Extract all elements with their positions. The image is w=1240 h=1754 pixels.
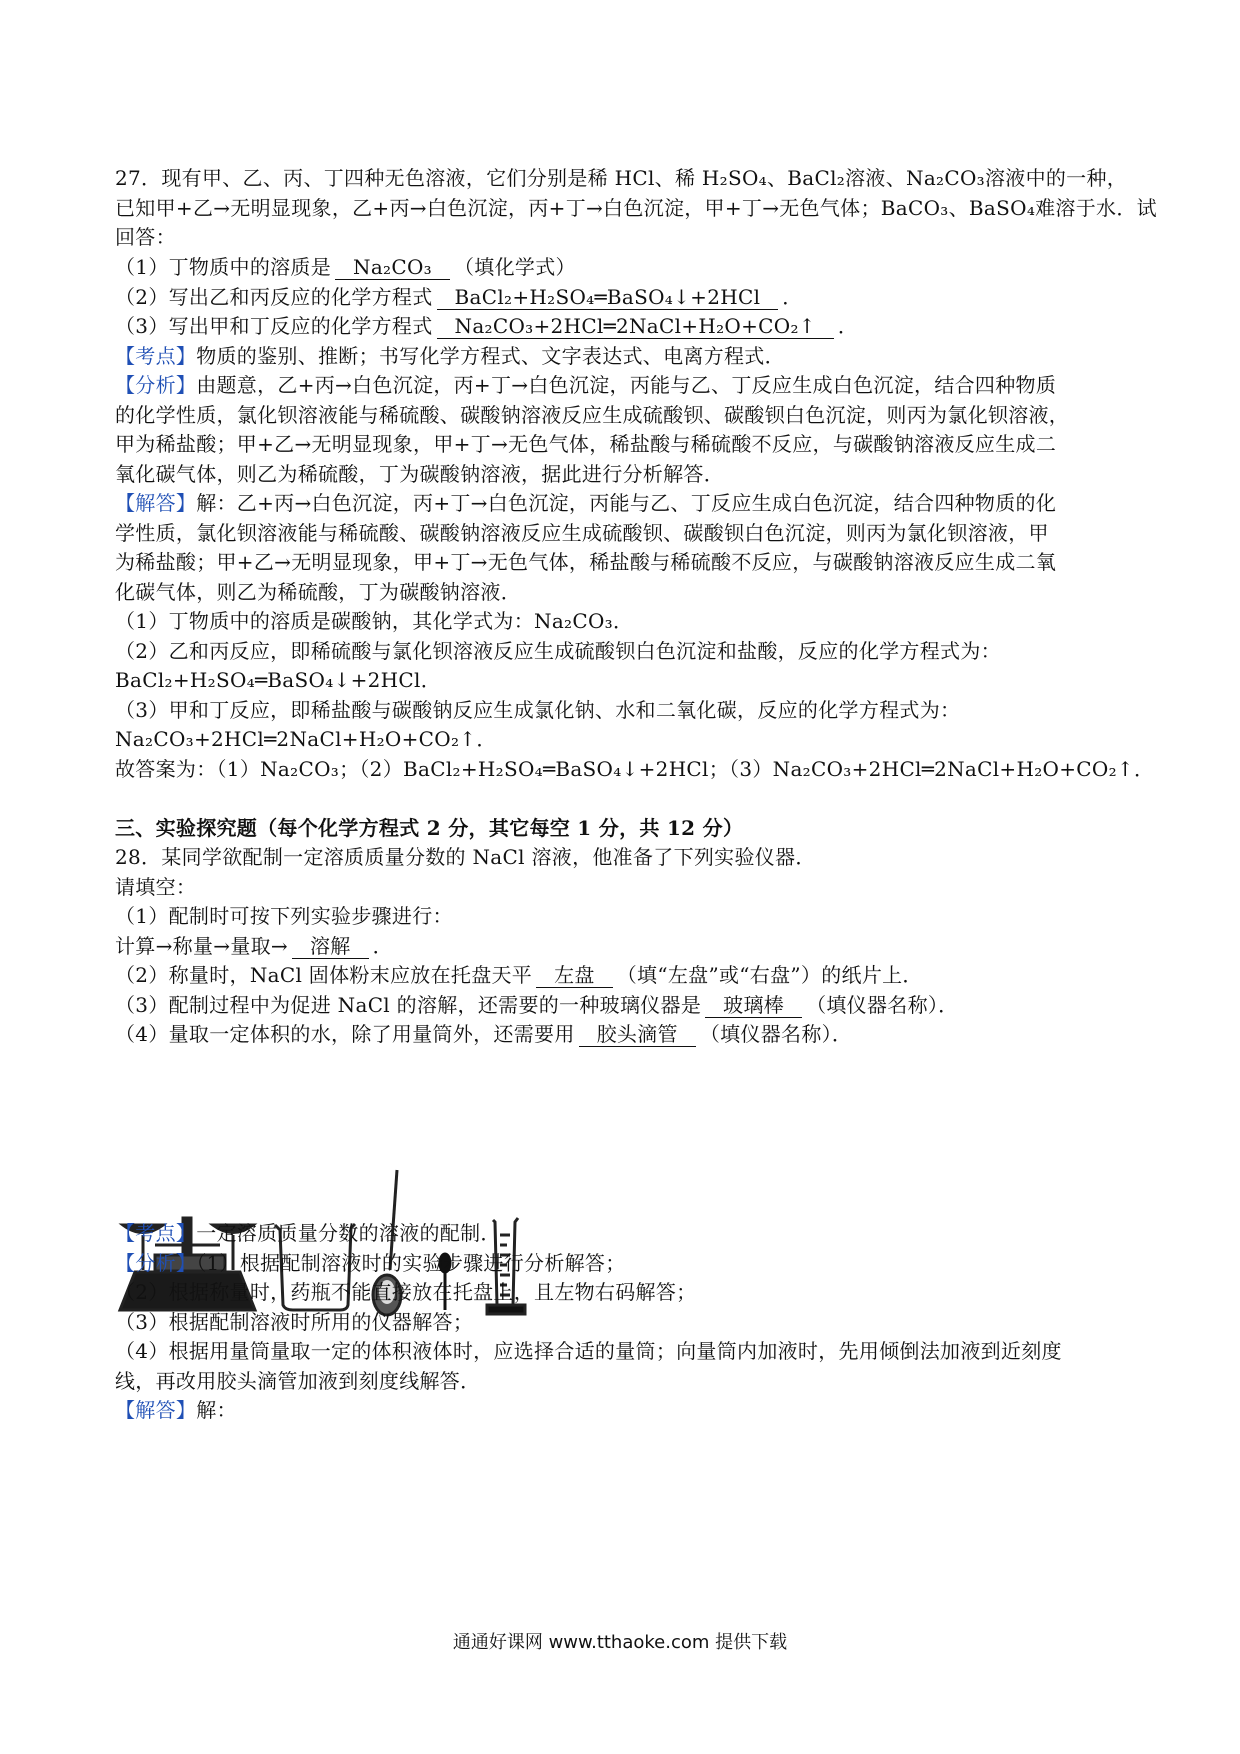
q28-fenxi-line1 bbox=[115, 1248, 1135, 1278]
q28-fenxi-text: （1）根据配制溶液时的实验步骤进行分析解答； bbox=[196, 1251, 626, 1275]
q28-fenxi-line3: （3）根据配制溶液时所用的仪器解答； bbox=[115, 1310, 474, 1334]
q28-fenxi-tag: 【分析】 bbox=[115, 1251, 197, 1275]
q28-part1-answer: 溶解 bbox=[292, 934, 369, 959]
q28-kaodian-tag: 【考点】 bbox=[115, 1221, 197, 1245]
q27-fenxi-line3: 甲为稀盐酸；甲+乙→无明显现象，甲+丁→无色气体，稀盐酸与稀硫酸不反应，与碳酸钠溶液反应生成二 bbox=[115, 432, 1057, 456]
q27-part1-answer: Na₂CO₃ bbox=[335, 255, 450, 280]
q27-part2-end: ． bbox=[782, 285, 803, 309]
q27-part1-prompt: （1）丁物质中的溶质是 bbox=[115, 255, 332, 279]
q28-part2-prompt: （2）称量时，NaCl 固体粉末应放在托盘天平 bbox=[115, 963, 533, 987]
q27-jieda-line9: Na₂CO₃+2HCl═2NaCl+H₂O+CO₂↑． bbox=[115, 727, 497, 751]
q27-jieda-line1 bbox=[115, 488, 1135, 518]
fenxi-text: 由题意，乙+丙→白色沉淀，丙+丁→白色沉淀，丙能与乙、丁反应生成白色沉淀，结合四种物质 bbox=[196, 373, 1057, 397]
q28-part4-note: （填仪器名称）． bbox=[699, 1022, 853, 1046]
kaodian-text: 物质的鉴别、推断；书写化学方程式、文字表达式、电离方程式． bbox=[196, 344, 785, 368]
q28-part1-steps-prompt: 计算→称量→量取→ bbox=[115, 934, 288, 958]
q27-jieda-line2: 学性质，氯化钡溶液能与稀硫酸、碳酸钠溶液反应生成硫酸钡、碳酸钡白色沉淀，则丙为氯化钡溶液，甲 bbox=[115, 521, 1049, 545]
q28-kaodian-text: 一定溶质质量分数的溶液的配制． bbox=[196, 1221, 501, 1245]
q28-part3 bbox=[115, 990, 1135, 1020]
q27-line3: 回答： bbox=[115, 225, 176, 249]
q27-line2: 已知甲+乙→无明显现象，乙+丙→白色沉淀，丙+丁→白色沉淀，甲+丁→无色气体；BaCO₃、BaSO₄难溶于水．试 bbox=[115, 196, 1157, 220]
jieda-tag: 【解答】 bbox=[115, 491, 197, 515]
jieda-text: 解：乙+丙→白色沉淀，丙+丁→白色沉淀，丙能与乙、丁反应生成白色沉淀，结合四种物质的化 bbox=[196, 491, 1057, 515]
q28-part1-end: ． bbox=[372, 934, 393, 958]
section3-title: 三、实验探究题（每个化学方程式 2 分，其它每空 1 分，共 12 分） bbox=[115, 816, 744, 840]
q27-part1 bbox=[115, 252, 1135, 282]
q27-answer-summary: 故答案为：（1）Na₂CO₃；（2）BaCl₂+H₂SO₄═BaSO₄↓+2HCl；（3）Na₂CO₃+2HCl═2NaCl+H₂O+CO₂↑． bbox=[115, 757, 1155, 781]
q28-fenxi-line2: （2）根据称量时，药瓶不能直接放在托盘上，且左物右码解答； bbox=[115, 1280, 697, 1304]
q27-fenxi-line2: 的化学性质，氯化钡溶液能与稀硫酸、碳酸钠溶液反应生成硫酸钡、碳酸钡白色沉淀，则丙为氯化钡溶液， bbox=[115, 403, 1070, 427]
q27-fenxi-line1 bbox=[115, 370, 1135, 400]
q28-part4 bbox=[115, 1019, 1135, 1049]
q27-jieda-line4: 化碳气体，则乙为稀硫酸，丁为碳酸钠溶液． bbox=[115, 580, 521, 604]
q28-line1: 28．某同学欲配制一定溶质质量分数的 NaCl 溶液，他准备了下列实验仪器． bbox=[115, 845, 816, 869]
q28-part3-answer: 玻璃棒 bbox=[705, 993, 802, 1018]
q27-jieda-line5: （1）丁物质中的溶质是碳酸钠，其化学式为：Na₂CO₃． bbox=[115, 609, 634, 633]
q28-part1-steps bbox=[115, 931, 1135, 961]
q27-part1-note: （填化学式） bbox=[454, 255, 576, 279]
q27-jieda-line6: （2）乙和丙反应，即稀硫酸与氯化钡溶液反应生成硫酸钡白色沉淀和盐酸，反应的化学方程式为： bbox=[115, 639, 1001, 663]
q27-jieda-line8: （3）甲和丁反应，即稀盐酸与碳酸钠反应生成氯化钠、水和二氧化碳，反应的化学方程式为： bbox=[115, 698, 961, 722]
q28-part2-answer: 左盘 bbox=[536, 963, 613, 988]
page-footer: 通通好课网 www.tthaoke.com 提供下载 bbox=[452, 1632, 788, 1653]
q27-line1: 27．现有甲、乙、丙、丁四种无色溶液，它们分别是稀 HCl、稀 H₂SO₄、BaCl₂溶液、Na₂CO₃溶液中的一种， bbox=[115, 166, 1128, 190]
fenxi-tag: 【分析】 bbox=[115, 373, 197, 397]
q28-part2 bbox=[115, 960, 1135, 990]
q27-part3 bbox=[115, 311, 1135, 341]
q28-fenxi-line4: （4）根据用量筒量取一定的体积液体时，应选择合适的量筒；向量筒内加液时，先用倾倒法加液到近刻度 bbox=[115, 1339, 1062, 1363]
q28-part4-prompt: （4）量取一定体积的水，除了用量筒外，还需要用 bbox=[115, 1022, 575, 1046]
q28-part2-note: （填“左盘”或“右盘”）的纸片上． bbox=[616, 963, 923, 987]
q27-part2-prompt: （2）写出乙和丙反应的化学方程式 bbox=[115, 285, 433, 309]
q27-part2-answer: BaCl₂+H₂SO₄═BaSO₄↓+2HCl bbox=[437, 285, 779, 310]
q28-fenxi-line5: 线，再改用胶头滴管加液到刻度线解答． bbox=[115, 1369, 481, 1393]
kaodian-tag: 【考点】 bbox=[115, 344, 197, 368]
q27-part3-answer: Na₂CO₃+2HCl═2NaCl+H₂O+CO₂↑ bbox=[437, 314, 834, 339]
q28-part3-note: （填仪器名称）． bbox=[806, 993, 959, 1017]
q28-jieda bbox=[115, 1395, 1135, 1425]
q27-kaodian bbox=[115, 341, 1135, 371]
q28-part1: （1）配制时可按下列实验步骤进行： bbox=[115, 904, 453, 928]
q27-part3-prompt: （3）写出甲和丁反应的化学方程式 bbox=[115, 314, 433, 338]
q28-jieda-tag: 【解答】 bbox=[115, 1398, 197, 1422]
q27-part3-end: ． bbox=[837, 314, 859, 338]
q27-part2 bbox=[115, 282, 1135, 312]
q28-part4-answer: 胶头滴管 bbox=[579, 1022, 696, 1047]
q27-fenxi-line4: 氧化碳气体，则乙为稀硫酸，丁为碳酸钠溶液，据此进行分析解答． bbox=[115, 462, 724, 486]
q27-jieda-line3: 为稀盐酸；甲+乙→无明显现象，甲+丁→无色气体，稀盐酸与稀硫酸不反应，与碳酸钠溶液反应生成二氧 bbox=[115, 550, 1057, 574]
q28-kaodian bbox=[115, 1218, 1135, 1248]
q27-jieda-line7: BaCl₂+H₂SO₄═BaSO₄↓+2HCl． bbox=[115, 668, 442, 692]
q28-part3-prompt: （3）配制过程中为促进 NaCl 的溶解，还需要的一种玻璃仪器是 bbox=[115, 993, 702, 1017]
q28-jieda-text: 解： bbox=[196, 1398, 237, 1422]
q28-line2: 请填空： bbox=[115, 875, 197, 899]
